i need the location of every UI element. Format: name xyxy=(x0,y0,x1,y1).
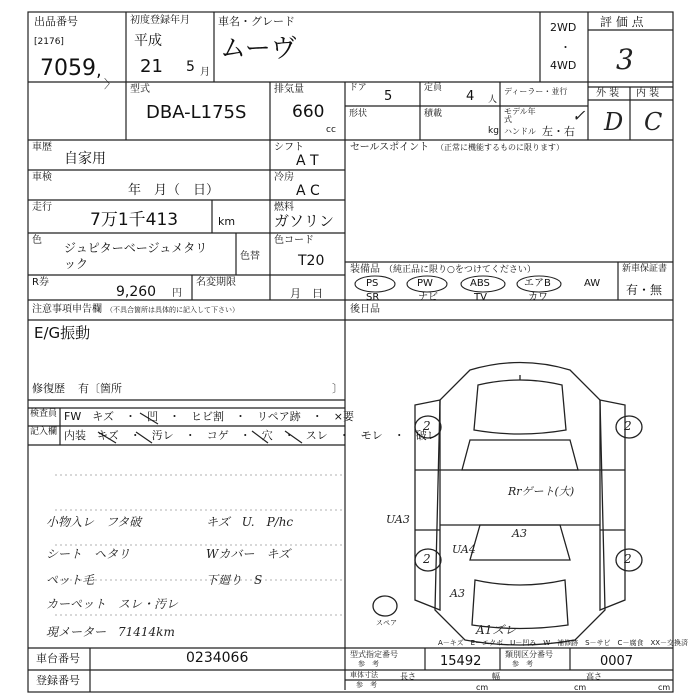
class-sub: 参 考 xyxy=(512,660,533,668)
chassis-label: 車台番号 xyxy=(36,652,80,665)
color-value-1: ジュピターベージュメタリ xyxy=(64,241,208,255)
width-cm: cm xyxy=(574,683,587,692)
hw-diagram-2: A3 xyxy=(512,527,527,540)
lot-number: 7059 xyxy=(40,56,96,81)
rear-items-label: 後日品 xyxy=(350,304,380,315)
displacement-value: 660 xyxy=(292,102,325,122)
era: 平成 xyxy=(134,33,162,49)
lot-arrow: 〉 xyxy=(104,77,117,91)
score: 3 xyxy=(616,43,634,76)
equip-navi: ナビ xyxy=(418,292,438,303)
name-change-label: 名変期限 xyxy=(196,277,236,288)
color-code-label: 色コード xyxy=(274,235,314,246)
inspection-value: 年 月（ 日） xyxy=(128,183,220,198)
fuel-value: ガソリン xyxy=(274,212,335,230)
mileage-value: 7万1千413 xyxy=(90,210,179,230)
repair-value: 有〔箇所 xyxy=(78,382,122,395)
notes-sub: （不具合箇所は具体的に記入して下さい） xyxy=(106,306,239,314)
reg-month: 5 xyxy=(186,59,195,75)
ac-label: 冷房 xyxy=(274,172,294,183)
equip-airbag: エアB xyxy=(524,278,551,289)
repair-label: 修復歴 xyxy=(32,382,65,395)
drive-dot: ・ xyxy=(560,41,571,54)
capacity-label: 定員 xyxy=(424,83,443,93)
equip-ps: PS xyxy=(366,278,379,289)
chassis-value: 0234066 xyxy=(186,650,249,666)
dims-label: 車体寸法 xyxy=(350,671,378,679)
type-label: 型式 xyxy=(130,84,150,95)
capacity-value: 4 xyxy=(466,89,475,104)
hw-diagram-1: Rrゲート(大) xyxy=(508,485,575,498)
class-label: 類別区分番号 xyxy=(505,650,553,659)
sales-points-sub: （正常に機能するものに限ります） xyxy=(436,143,564,152)
color-label: 色 xyxy=(32,235,42,246)
hw-diagram-3: UA3 xyxy=(386,513,410,526)
handle-label: ハンドル xyxy=(504,127,536,136)
hw-diagram-9: 2 xyxy=(423,552,431,566)
checker-row2: 内装 キズ ・ 汚レ ・ コゲ ・ 穴 ・ スレ ・ モレ ・ 破レ xyxy=(64,429,438,442)
fuel-label: 燃料 xyxy=(274,202,294,213)
hw-diagram-5: A3 xyxy=(450,587,465,600)
drive-4wd: 4WD xyxy=(550,59,577,72)
color-change-label: 色替 xyxy=(240,251,260,262)
spare-label: スペア xyxy=(376,619,397,627)
name-change-value: 月 日 xyxy=(290,287,323,300)
hw-diagram-4: UA4 xyxy=(452,543,476,556)
hw-note-4: カーペット スレ・汚レ xyxy=(46,597,179,611)
color-code-value: T20 xyxy=(298,253,325,269)
displacement-label: 排気量 xyxy=(274,84,304,95)
equip-tv: TV xyxy=(474,292,487,303)
shift-value: A T xyxy=(296,153,319,169)
class-value: 0007 xyxy=(600,654,634,669)
type-spec-sub: 参 考 xyxy=(358,660,379,668)
persons-unit: 人 xyxy=(488,95,498,105)
model-label: 車名・グレード xyxy=(218,15,295,28)
equip-aw: AW xyxy=(584,278,601,289)
drive-2wd: 2WD xyxy=(550,21,577,34)
shape-label: 形状 xyxy=(349,109,368,119)
yen-unit: 円 xyxy=(172,288,182,299)
model-name: ムーヴ xyxy=(220,34,297,64)
km-unit: km xyxy=(218,215,236,228)
checker-row1: FW キズ ・ 凹 ・ ヒビ割 ・ リペア跡 ・ ×要 xyxy=(64,410,354,423)
car-diagram xyxy=(373,363,642,646)
ac-value: A C xyxy=(296,183,320,199)
type-spec-value: 15492 xyxy=(440,654,482,669)
checker-label-1: 検査員 xyxy=(30,409,58,419)
length-label: 長さ xyxy=(400,672,416,681)
handle-mark: ✓ xyxy=(572,106,586,125)
equipment-sub: （純正品に限り○をつけてください） xyxy=(384,265,536,275)
type-spec-label: 型式指定番号 xyxy=(350,650,398,659)
interior-grade: C xyxy=(644,108,663,136)
length-cm: cm xyxy=(476,683,489,692)
shift-label: シフト xyxy=(274,142,304,153)
inspection-label: 車検 xyxy=(32,172,52,183)
score-label: 評 価 点 xyxy=(600,15,644,29)
warranty-label: 新車保証書 xyxy=(622,264,668,274)
doors-label: ドア xyxy=(349,83,367,93)
doors-value: 5 xyxy=(384,89,393,104)
type-value: DBA-L175S xyxy=(146,102,247,123)
reg-label: 初度登録年月 xyxy=(130,15,190,26)
recycle-label: R券 xyxy=(32,277,49,288)
hw-note-right-3: 下廻り S xyxy=(206,573,263,587)
interior-label: 内 装 xyxy=(636,88,660,99)
lot-label: 出品番号 xyxy=(34,15,78,28)
handle-value: 左・右 xyxy=(542,125,575,138)
category-value: 自家用 xyxy=(64,151,106,167)
reg-year: 21 xyxy=(140,56,163,77)
width-label: 幅 xyxy=(492,672,500,681)
equipment-label: 装備品 xyxy=(350,264,380,275)
registration-label: 登録番号 xyxy=(36,674,80,687)
dims-sub: 参 考 xyxy=(356,681,377,689)
warranty-value: 有・無 xyxy=(626,283,663,297)
color-value-2: ック xyxy=(64,257,89,271)
mileage-label: 走行 xyxy=(32,202,52,213)
equip-sr: SR xyxy=(366,292,380,303)
hw-note-2: シート ヘタリ xyxy=(46,547,131,561)
hw-note-right-2: Wカバー キズ xyxy=(206,547,291,561)
equip-abs: ABS xyxy=(470,278,490,289)
lot-sub: [2176] xyxy=(34,37,64,47)
hw-diagram-10: 2 xyxy=(624,552,632,566)
hw-diagram-7: 2 xyxy=(423,419,431,433)
exterior-label: 外 装 xyxy=(596,88,620,99)
sales-points-label: セールスポイント xyxy=(350,142,430,153)
hw-diagram-8: 2 xyxy=(624,419,632,433)
checker-label-2: 記入欄 xyxy=(30,427,58,437)
repair-close: 〕 xyxy=(332,382,343,395)
equip-pw: PW xyxy=(417,278,433,289)
exterior-grade: D xyxy=(604,108,624,136)
cc-unit: cc xyxy=(326,125,336,135)
hw-note-right-1: キズ U. P/hc xyxy=(206,515,294,529)
height-label: 高さ xyxy=(586,672,602,681)
load-label: 積載 xyxy=(424,109,443,119)
month-unit: 月 xyxy=(200,67,210,78)
hw-diagram-6: A1ズレ xyxy=(476,623,517,637)
notes-label: 注意事項申告欄 xyxy=(32,304,102,315)
category-label: 車歴 xyxy=(32,142,52,153)
hw-note-3: ペット毛 xyxy=(46,573,95,587)
diagram-legend: A－キズ E－エクボ U－凹み W－補修跡 S－サビ C－腐食 XX－交換済 xyxy=(438,639,689,647)
dealer-label: ディーラー・並行 xyxy=(504,87,568,96)
recycle-value: 9,260 xyxy=(116,284,157,300)
height-cm: cm xyxy=(658,683,671,692)
kg-unit: kg xyxy=(488,126,499,136)
notes-value: E/G振動 xyxy=(34,324,91,342)
equip-leather: カワ xyxy=(528,292,548,303)
lot-suffix: , xyxy=(96,60,102,81)
hw-note-5: 現メーター 71414km xyxy=(46,625,175,639)
model-year-label: モデル年式 xyxy=(504,107,536,124)
hw-note-1: 小物入レ フタ破 xyxy=(46,515,142,529)
